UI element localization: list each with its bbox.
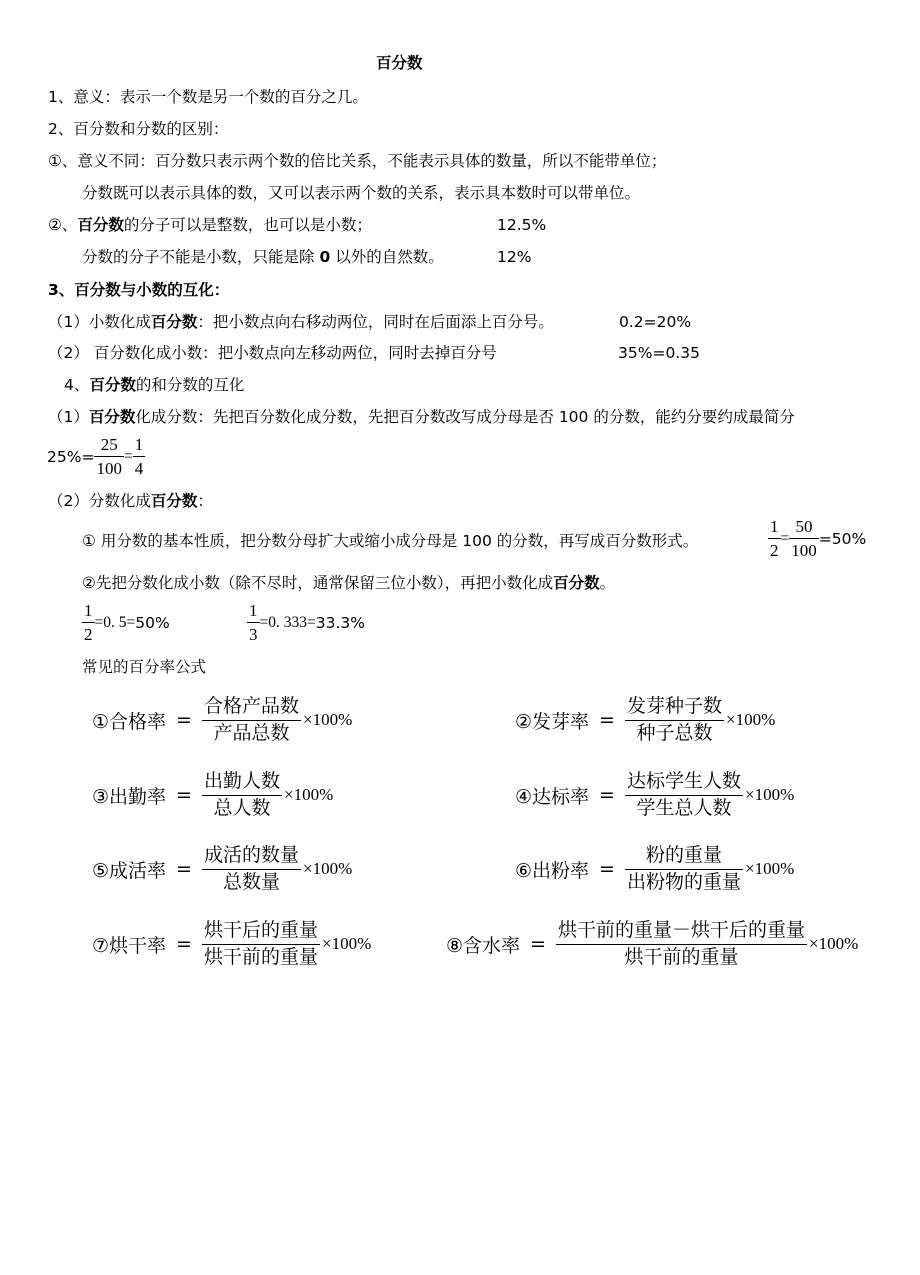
formula-fraction <box>625 845 743 894</box>
numerator: 烘干后的重量 <box>203 919 318 941</box>
section-2-heading: 2、百分数和分数的区别： <box>48 120 229 138</box>
times-100-percent: ×100% <box>744 859 795 879</box>
formula-attendance-rate <box>92 771 333 820</box>
denominator: 总人数 <box>202 795 282 820</box>
denominator: 4 <box>133 456 146 477</box>
formula-germination-rate <box>515 696 775 745</box>
section-4-point-1: （1）百分数化成分数：先把百分数化成分数，先把百分数改写成分母是否 100 的分数，能约分要约成最简分 <box>48 408 795 426</box>
formula-label: ③出勤率 <box>92 785 167 808</box>
equals-sign: = <box>176 933 192 956</box>
equals-sign: = <box>780 529 790 547</box>
fraction-1-2 <box>82 602 95 643</box>
fraction-1-2 <box>768 518 781 559</box>
numerator: 烘干前的重量－烘干后的重量 <box>557 919 805 941</box>
formula-water-content-rate <box>446 920 858 969</box>
numerator: 50 <box>795 517 813 536</box>
fraction-1-3 <box>247 602 260 643</box>
example-12-5-percent: 12.5% <box>497 216 547 234</box>
example-12-percent: 12% <box>497 248 532 266</box>
denominator: 出粉物的重量 <box>626 870 741 893</box>
numerator: 1 <box>84 601 93 620</box>
times-100-percent: ×100% <box>302 859 353 879</box>
numerator: 发芽种子数 <box>626 695 722 717</box>
section-4-point-2: （2）分数化成百分数： <box>48 492 213 510</box>
numerator: 1 <box>134 435 144 454</box>
equals-sign: = <box>599 784 615 807</box>
denominator: 烘干前的重量 <box>203 945 318 968</box>
decimal-value: =0. 333= <box>259 613 316 631</box>
method-1-text: ① 用分数的基本性质，把分数分母扩大或缩小成分母是 100 的分数，再写成百分数形式。 <box>82 532 699 550</box>
times-100-percent: ×100% <box>283 785 334 805</box>
formula-drying-rate <box>92 920 371 969</box>
formula-label: ②发芽率 <box>515 710 590 733</box>
example-third-decimal <box>247 602 365 643</box>
example-half-decimal <box>82 602 170 643</box>
formula-fraction <box>202 771 282 820</box>
result-50-percent: =50% <box>818 529 867 548</box>
numerator: 1 <box>770 517 779 536</box>
equals-sign: = <box>599 858 615 881</box>
section-2-point-b: ②、百分数的分子可以是整数，也可以是小数； <box>48 216 372 234</box>
equals-sign: = <box>176 784 192 807</box>
formula-label: ①合格率 <box>92 710 167 733</box>
section-3-point-2: （2） 百分数化成小数：把小数点向左移动两位，同时去掉百分号 <box>48 344 497 362</box>
numerator: 1 <box>249 601 258 620</box>
formula-fraction <box>202 696 301 745</box>
numerator: 粉的重量 <box>645 844 722 866</box>
formula-pass-rate <box>515 771 794 820</box>
method-2-text: ②先把分数化成小数（除不尽时，通常保留三位小数），再把小数化成百分数。 <box>82 574 616 592</box>
denominator: 100 <box>789 538 819 559</box>
numerator: 出勤人数 <box>203 770 280 792</box>
denominator: 烘干前的重量 <box>556 944 807 969</box>
example-25-percent-fraction <box>47 436 145 477</box>
formula-fraction <box>625 771 743 820</box>
equals-sign: = <box>530 933 546 956</box>
formula-label: ⑦烘干率 <box>92 934 167 957</box>
denominator: 总数量 <box>202 869 301 894</box>
denominator: 2 <box>82 622 95 643</box>
example-half-to-50-percent <box>768 518 866 559</box>
section-2-point-a-line1: ①、意义不同：百分数只表示两个数的倍比关系，不能表示具体的数量，所以不能带单位； <box>48 152 667 170</box>
section-3-point-1: （1）小数化成百分数：把小数点向右移动两位，同时在后面添上百分号。 <box>48 313 554 331</box>
formula-label: ④达标率 <box>515 785 590 808</box>
equals-sign: = <box>176 709 192 732</box>
times-100-percent: ×100% <box>744 785 795 805</box>
fraction-1-4 <box>133 436 146 477</box>
formula-fraction <box>556 920 807 969</box>
numerator: 达标学生人数 <box>626 770 741 792</box>
formula-heading: 常见的百分率公式 <box>82 658 207 676</box>
equals-sign: = <box>176 858 192 881</box>
denominator: 产品总数 <box>202 720 301 745</box>
formula-survival-rate <box>92 845 352 894</box>
formula-label: ⑧含水率 <box>446 934 521 957</box>
formula-label: ⑤成活率 <box>92 859 167 882</box>
percent-result: 33.3% <box>315 613 365 632</box>
equals-sign: = <box>599 709 615 732</box>
times-100-percent: ×100% <box>302 710 353 730</box>
formula-qualified-rate <box>92 696 352 745</box>
example-decimal-to-percent: 0.2=20% <box>619 313 692 331</box>
times-100-percent: ×100% <box>808 934 859 954</box>
times-100-percent: ×100% <box>321 934 372 954</box>
section-1-meaning: 1、意义：表示一个数是另一个数的百分之几。 <box>48 88 368 106</box>
numerator: 合格产品数 <box>203 695 299 717</box>
denominator: 种子总数 <box>625 720 724 745</box>
equals-sign: = <box>123 447 133 465</box>
fraction-25-100 <box>94 436 124 477</box>
example-lead: 25%= <box>47 447 95 466</box>
denominator: 3 <box>247 622 260 643</box>
numerator: 25 <box>100 435 118 454</box>
numerator: 成活的数量 <box>203 844 299 866</box>
section-3-heading: 3、百分数与小数的互化： <box>48 281 230 299</box>
formula-fraction <box>625 696 724 745</box>
section-4-heading: 4、百分数的和分数的互化 <box>64 376 245 394</box>
fraction-50-100 <box>789 518 819 559</box>
denominator: 学生总人数 <box>625 795 743 820</box>
formula-flour-yield-rate <box>515 845 794 894</box>
times-100-percent: ×100% <box>725 710 776 730</box>
formula-fraction <box>202 845 301 894</box>
decimal-value: =0. 5= <box>94 613 136 631</box>
section-2-point-a-line2: 分数既可以表示具体的数，又可以表示两个数的关系，表示具本数时可以带单位。 <box>82 184 641 202</box>
section-2-point-b-line2: 分数的分子不能是小数，只能是除 0 以外的自然数。 <box>82 248 444 266</box>
denominator: 100 <box>94 456 124 477</box>
page-title: 百分数 <box>376 54 423 72</box>
denominator: 2 <box>768 538 781 559</box>
example-percent-to-decimal: 35%=0.35 <box>618 344 700 362</box>
formula-label: ⑥出粉率 <box>515 859 590 882</box>
percent-result: 50% <box>135 613 170 632</box>
formula-fraction <box>202 920 320 969</box>
